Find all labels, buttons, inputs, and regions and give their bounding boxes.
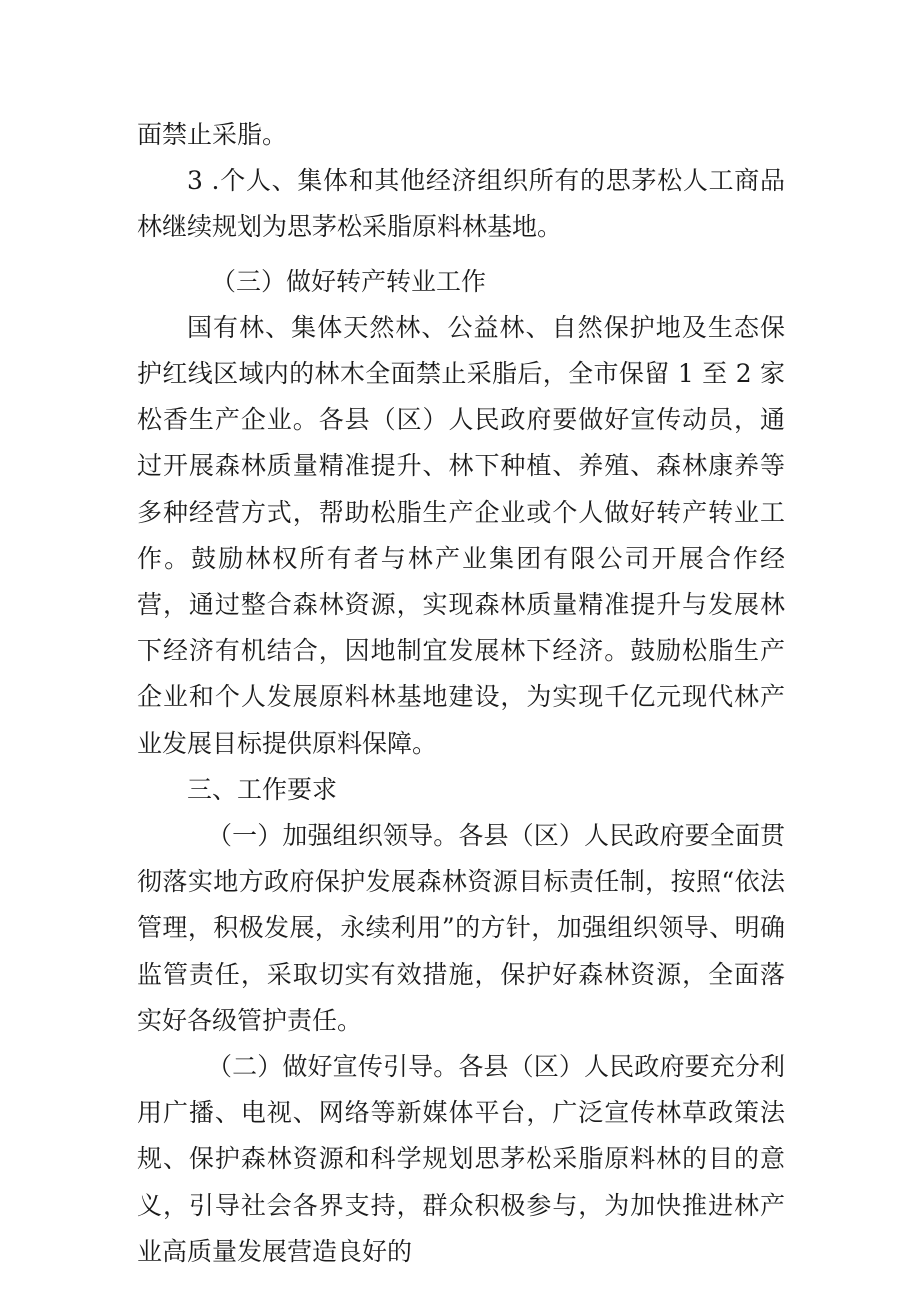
paragraph-publicity: （二）做好宣传引导。各县（区）人民政府要充分利用广播、电视、网络等新媒体平台，广泛宣传林草政策法规、保护森林资源和科学规划思茅松采脂原料林的目的意义，引导社会各界支持，群众积极参与，为加快推进林产业高质量发展营造良好的 (137, 1052, 785, 1266)
subheading-transformation: （三）做好转产转业工作 (211, 266, 487, 296)
document-body (137, 112, 785, 1275)
paragraph-continuation: 面禁止采脂。 (137, 120, 288, 149)
paragraph-item-3: 3 .个人、集体和其他经济组织所有的思茅松人工商品林继续规划为思茅松采脂原料林基地。 (137, 166, 785, 242)
paragraph-transformation-body: 国有林、集体天然林、公益林、自然保护地及生态保护红线区域内的林木全面禁止采脂后，全市保留 1 至 2 家松香生产企业。各县（区）人民政府要做好宣传动员，通过开展森林质量精准提升、林下种植、养殖、森林康养等多种经营方式，帮助松脂生产企业或个人做好转产转业工作。鼓励林权所有者与林产业集团有限公司开展合作经营，通过整合森林资源，实现森林质量精准提升与发展林下经济有机结合，因地制宜发展林下经济。鼓励松脂生产企业和个人发展原料林基地建设，为实现千亿元现代林产业发展目标提供原料保障。 (137, 312, 785, 758)
section-heading-requirements: 三、工作要求 (187, 774, 338, 804)
paragraph-leadership: （一）加强组织领导。各县（区）人民政府要全面贯彻落实地方政府保护发展森林资源目标责任制，按照“依法管理，积极发展，永续利用”的方针，加强组织领导、明确监管责任，采取切实有效措施，保护好森林资源，全面落实好各级管护责任。 (137, 821, 785, 1035)
